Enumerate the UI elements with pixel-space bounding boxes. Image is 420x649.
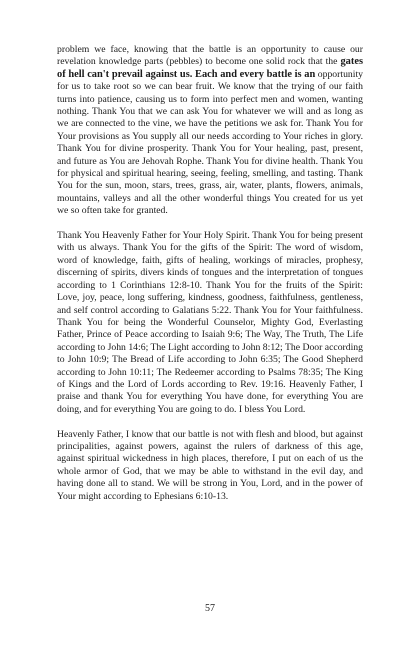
paragraph-1-bold-text: gates of hell can't prevail against us. Each and every battle is an bbox=[57, 56, 363, 80]
paragraph-2: Thank You Heavenly Father for Your Holy Spirit. Thank You for being present with us always. Thank You for the gifts of the Spirit: The word of wisdom, word of knowledge, faith, gifts of healing, workings of miracles, prophesy, discerning of spirits, divers kinds of tongues and the interpretation of tongues according to 1 Corinthians 12:8-10. Thank You for the fruits of the Spirit: Love, joy, peace, long suffering, kindness, goodness, faithfulness, gentleness, and self control according to Galatians 5:22. Thank You for Your faithfulness. Thank You for being the Wonderful Counselor, Mighty God, Everlasting Father, Prince of Peace according to Isaiah 9:6; The Way, The Truth, The Life according to John 14:6; The Light according to John 8:12; The Door according to John 10:9; The Bread of Life according to John 6:35; The Good Shepherd according to John 10:11; The Redeemer according to Psalms 78:35; The King of Kings and the Lord of Lords according to Rev. 19:16. Heavenly Father, I praise and thank You for everything You have done, for everything You are doing, and for everything You are going to do. I bless You Lord. bbox=[57, 230, 363, 415]
paragraph-3: Heavenly Father, I know that our battle is not with flesh and blood, but against principalities, against powers, against the rulers of darkness of this age, against spiritual wickedness in high places, therefore, I put on each of us the whole armor of God, that we may be able to withstand in the evil day, and having done all to stand. We will be strong in You, Lord, and in the power of Your might according to Ephesians 6:10-13. bbox=[57, 428, 363, 502]
paragraph-1 bbox=[57, 44, 363, 218]
paragraph-1-text-end: opportunity for us to take root so we can bear fruit. We know that the trying of our faith turns into patience, causing us to form into perfect men and women, wanting nothing. Thank You that we can ask You for whatever we will and as long as we are connected to the vine, we have the petitions we ask for. Thank You for Your provisions as You supply all our needs according to Your riches in glory. Thank You for divine prosperity. Thank You for Your healing, past, present, and future as You are Jehovah Rophe. Thank You for divine health. Thank You for physical and spiritual hearing, seeing, feeling, smelling, and tasting. Thank You for the sun, moon, stars, trees, grass, air, water, plants, flowers, animals, mountains, valleys and all the other wonderful things You created for us yet we so often take for granted. bbox=[57, 68, 363, 217]
page-number: 57 bbox=[205, 603, 215, 614]
page-body bbox=[57, 44, 363, 503]
paragraph-1-text-start: problem we face, knowing that the battle is an opportunity to cause our revelation knowledge parts (pebbles) to become one solid rock that the bbox=[57, 44, 363, 68]
